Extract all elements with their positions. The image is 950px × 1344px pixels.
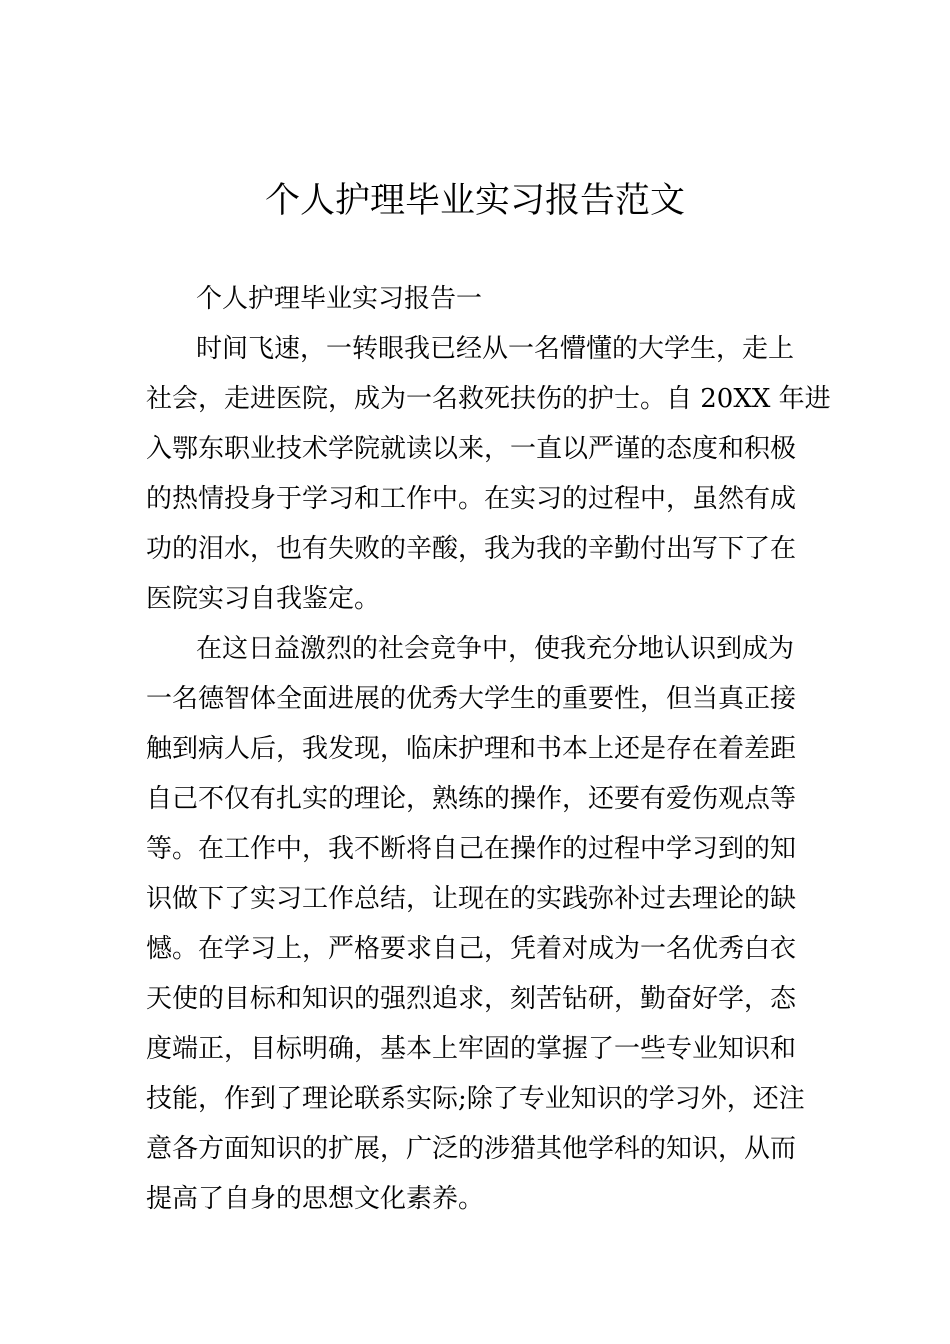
paragraph-line: 时间飞速，一转眼我已经从一名懵懂的大学生，走上 <box>196 334 795 364</box>
paragraph-line: 医院实习自我鉴定。 <box>146 584 381 614</box>
paragraph-line: 在这日益激烈的社会竞争中，使我充分地认识到成为 <box>196 634 795 664</box>
paragraph-line: 自己不仅有扎实的理论，熟练的操作，还要有爱伤观点等 <box>146 784 797 814</box>
document-title: 个人护理毕业实习报告范文 <box>264 181 685 221</box>
paragraph-line: 天使的目标和知识的强烈追求，刻苦钻研，勤奋好学，态 <box>146 984 797 1014</box>
paragraph-line: 度端正，目标明确，基本上牢固的掌握了一些专业知识和 <box>146 1034 797 1064</box>
paragraph-line: 等。在工作中，我不断将自己在操作的过程中学习到的知 <box>146 834 797 864</box>
paragraph-line: 一名德智体全面进展的优秀大学生的重要性，但当真正接 <box>146 684 797 714</box>
paragraph-line: 的热情投身于学习和工作中。在实习的过程中，虽然有成 <box>146 484 797 514</box>
paragraph-line: 社会，走进医院，成为一名救死扶伤的护士。自 20XX 年进 <box>146 384 831 414</box>
paragraph-line: 触到病人后，我发现，临床护理和书本上还是存在着差距 <box>146 734 797 764</box>
paragraph-line: 技能，作到了理论联系实际;除了专业知识的学习外，还注 <box>146 1084 805 1114</box>
paragraph-line: 功的泪水，也有失败的辛酸，我为我的辛勤付出写下了在 <box>146 534 797 564</box>
paragraph-line: 识做下了实习工作总结，让现在的实践弥补过去理论的缺 <box>146 884 797 914</box>
paragraph-line: 提高了自身的思想文化素养。 <box>146 1184 485 1214</box>
section-heading: 个人护理毕业实习报告一 <box>196 284 483 314</box>
paragraph-line: 意各方面知识的扩展，广泛的涉猎其他学科的知识，从而 <box>146 1134 797 1164</box>
paragraph-line: 入鄂东职业技术学院就读以来，一直以严谨的态度和积极 <box>146 434 797 464</box>
paragraph-line: 憾。在学习上，严格要求自己，凭着对成为一名优秀白衣 <box>146 934 797 964</box>
